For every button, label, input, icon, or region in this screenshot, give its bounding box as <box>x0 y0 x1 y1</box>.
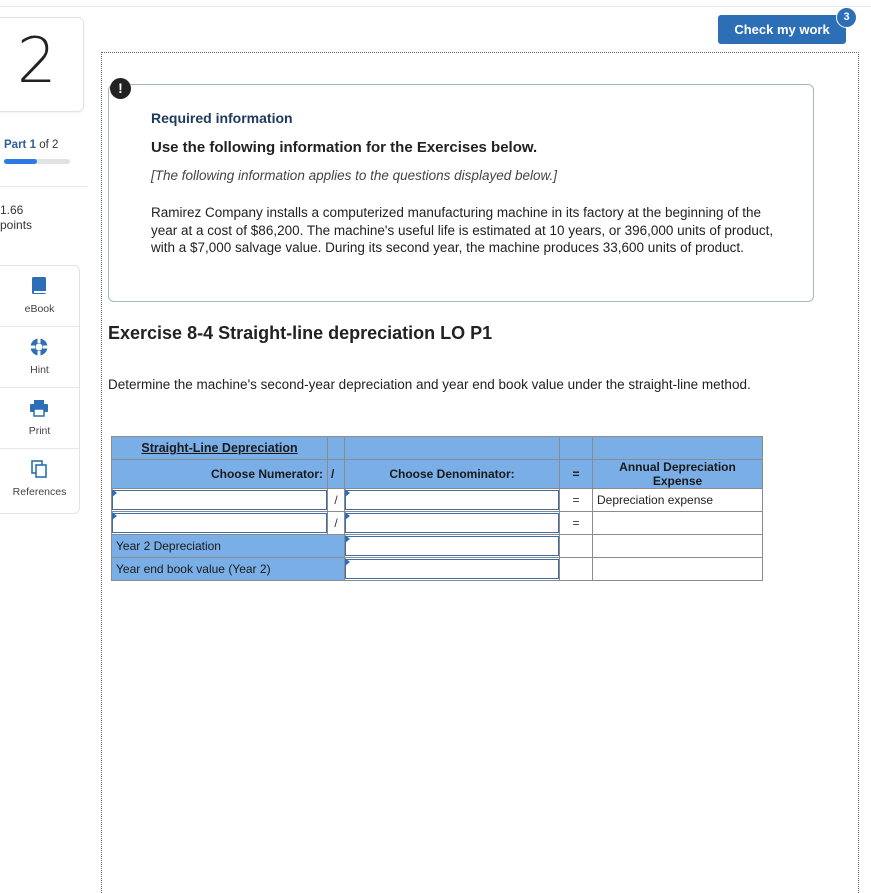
attempts-badge: 3 <box>836 7 857 28</box>
numerator-cell <box>112 489 328 512</box>
question-number-card <box>0 17 84 112</box>
printer-icon <box>29 398 49 418</box>
use-info-line: Use the following information for the Exercises below. <box>151 139 538 156</box>
empty-cell <box>560 558 593 581</box>
tools-panel <box>0 265 80 514</box>
dropdown-marker <box>112 512 117 520</box>
table-row <box>112 512 763 535</box>
part-indicator <box>4 139 58 151</box>
result-header: Annual Depreciation Expense <box>593 460 763 489</box>
divider-cell: / <box>328 512 345 535</box>
dropdown-marker <box>345 558 350 566</box>
part-of: of 2 <box>39 139 59 151</box>
dropdown-marker <box>345 535 350 543</box>
header-blank <box>345 437 560 460</box>
part-progress-fill <box>4 159 37 164</box>
dropdown-marker <box>112 489 117 497</box>
year2-depreciation-input[interactable] <box>345 536 559 556</box>
numerator-input-2[interactable] <box>112 513 327 533</box>
numerator-cell <box>112 512 328 535</box>
documents-icon <box>29 459 49 479</box>
part-prefix: Part <box>4 139 27 151</box>
divider-header: / <box>328 460 345 489</box>
header-blank <box>593 437 763 460</box>
book-icon <box>29 276 49 296</box>
hint-button[interactable] <box>0 327 79 388</box>
points-label: points <box>0 218 33 232</box>
dropdown-marker <box>345 489 350 497</box>
required-info-heading: Required information <box>151 110 293 126</box>
numerator-header: Choose Numerator: <box>112 460 328 489</box>
divider-cell: / <box>328 489 345 512</box>
value-cell <box>345 535 560 558</box>
hint-label: Hint <box>30 364 49 376</box>
points-value: 1.66 <box>0 203 24 217</box>
empty-cell <box>593 558 763 581</box>
worksheet-title: Straight-Line Depreciation <box>112 437 328 460</box>
table-row <box>112 535 763 558</box>
table-row <box>112 558 763 581</box>
numerator-input-1[interactable] <box>112 490 327 510</box>
part-current: 1 <box>29 139 36 151</box>
part-progress-bar <box>4 159 70 164</box>
ebook-button[interactable] <box>0 266 79 327</box>
table-row <box>112 489 763 512</box>
empty-cell <box>560 535 593 558</box>
check-my-work-button[interactable]: Check my work <box>718 15 846 44</box>
exercise-title: Exercise 8-4 Straight-line depreciation LO P1 <box>108 323 493 343</box>
exercise-instruction: Determine the machine's second-year depreciation and year end book value under the straight-line method. <box>108 377 751 392</box>
ebook-label: eBook <box>24 303 55 315</box>
straight-line-worksheet <box>111 436 763 581</box>
empty-cell <box>593 512 763 535</box>
print-label: Print <box>28 425 51 437</box>
header-blank <box>560 437 593 460</box>
denominator-cell <box>345 512 560 535</box>
value-cell <box>345 558 560 581</box>
equals-header: = <box>560 460 593 489</box>
scenario-paragraph: Ramirez Company installs a computerized manufacturing machine in its factory at the beginning of the year at a cost of $86,200. The machine's useful life is estimated at 10 years, or 396,000 units of product, with a $7,000 salvage value. During its second year, the machine produces 33,600 units of product. <box>151 205 774 255</box>
alert-icon: ! <box>110 78 131 99</box>
references-button[interactable] <box>0 449 79 513</box>
applies-note: [The following information applies to the questions displayed below.] <box>151 168 557 183</box>
equals-cell: = <box>560 489 593 512</box>
references-label: References <box>12 486 67 498</box>
book-value-input[interactable] <box>345 559 559 579</box>
top-divider <box>0 6 871 7</box>
denominator-header: Choose Denominator: <box>345 460 560 489</box>
dropdown-marker <box>345 512 350 520</box>
year2-depreciation-label: Year 2 Depreciation <box>112 535 345 558</box>
denominator-input-1[interactable] <box>345 490 559 510</box>
lifebuoy-icon <box>29 337 49 357</box>
empty-cell <box>593 535 763 558</box>
denominator-cell <box>345 489 560 512</box>
denominator-input-2[interactable] <box>345 513 559 533</box>
sidebar-divider <box>0 186 88 187</box>
book-value-label: Year end book value (Year 2) <box>112 558 345 581</box>
equals-cell: = <box>560 512 593 535</box>
result-label-cell: Depreciation expense <box>593 489 763 512</box>
points-display <box>0 203 32 233</box>
print-button[interactable] <box>0 388 79 449</box>
header-blank <box>328 437 345 460</box>
question-number: 2 <box>17 24 57 97</box>
